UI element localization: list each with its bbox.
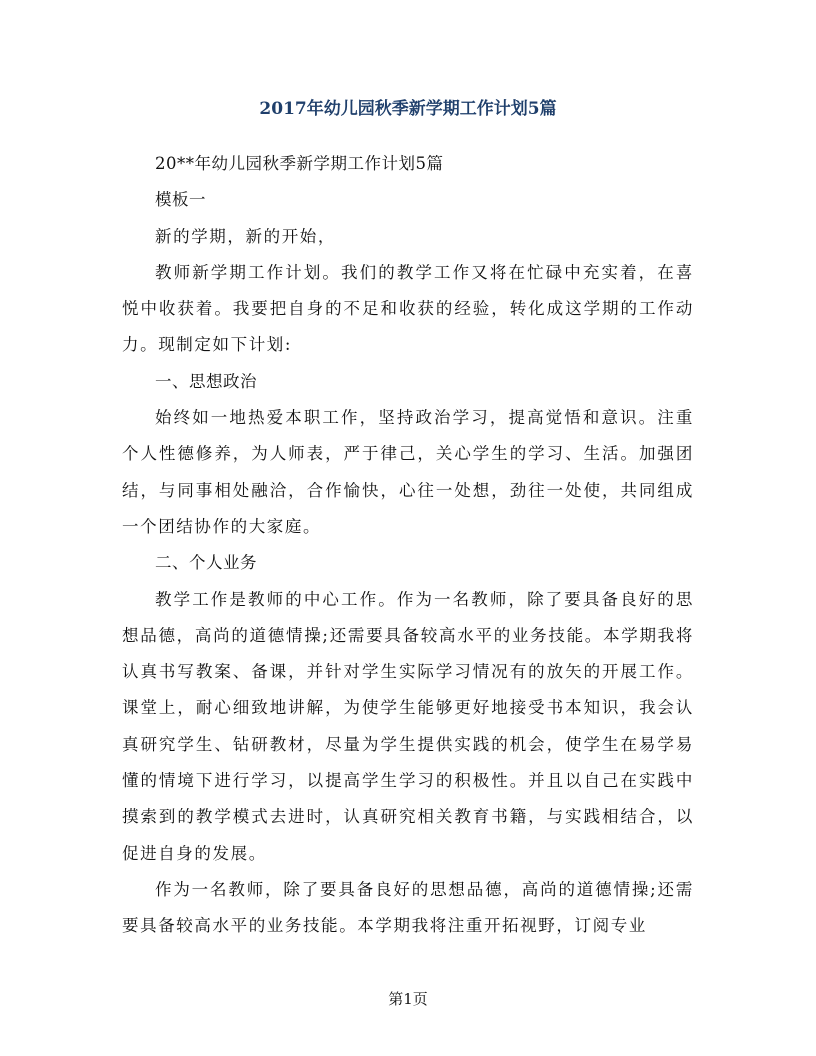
document-title: 2017年幼儿园秋季新学期工作计划5篇: [259, 99, 557, 119]
section-heading: 一、思想政治: [155, 371, 257, 391]
section-heading: 二、个人业务: [155, 553, 257, 573]
document-body: [122, 146, 694, 945]
body-paragraph: 始终如一地热爱本职工作，坚持政治学习，提高觉悟和意识。注重个人性德修养，为人师表，严于律己，关心学生的学习、生活。加强团结，与同事相处融洽，合作愉快，心往一处想，劲往一处使，共同组成一个团结协作的大家庭。: [122, 408, 694, 536]
body-paragraph: 教师新学期工作计划。我们的教学工作又将在忙碌中充实着，在喜悦中收获着。我要把自身的不足和收获的经验，转化成这学期的工作动力。现制定如下计划:: [122, 262, 694, 355]
intro-paragraph: 新的学期，新的开始，: [155, 226, 336, 246]
body-paragraph: 教学工作是教师的中心工作。作为一名教师，除了要具备良好的思想品德，高尚的道德情操;还需要具备较高水平的业务技能。本学期我将认真书写教案、备课，并针对学生实际学习情况有的放矢的开展工作。课堂上，耐心细致地讲解，为使学生能够更好地接受书本知识，我会认真研究学生、钻研教材，尽量为学生提供实践的机会，使学生在易学易懂的情境下进行学习，以提高学生学习的积极性。并且以自己在实践中摸索到的教学模式去进时，认真研究相关教育书籍，与实践相结合，以促进自身的发展。: [122, 589, 694, 863]
page-number: 第1页: [388, 990, 428, 1008]
body-paragraph: 作为一名教师，除了要具备良好的思想品德，高尚的道德情操;还需要具备较高水平的业务技能。本学期我将注重开拓视野，订阅专业: [122, 879, 694, 936]
template-label: 模板一: [155, 190, 206, 210]
subtitle-paragraph: 20**年幼儿园秋季新学期工作计划5篇: [155, 154, 444, 173]
